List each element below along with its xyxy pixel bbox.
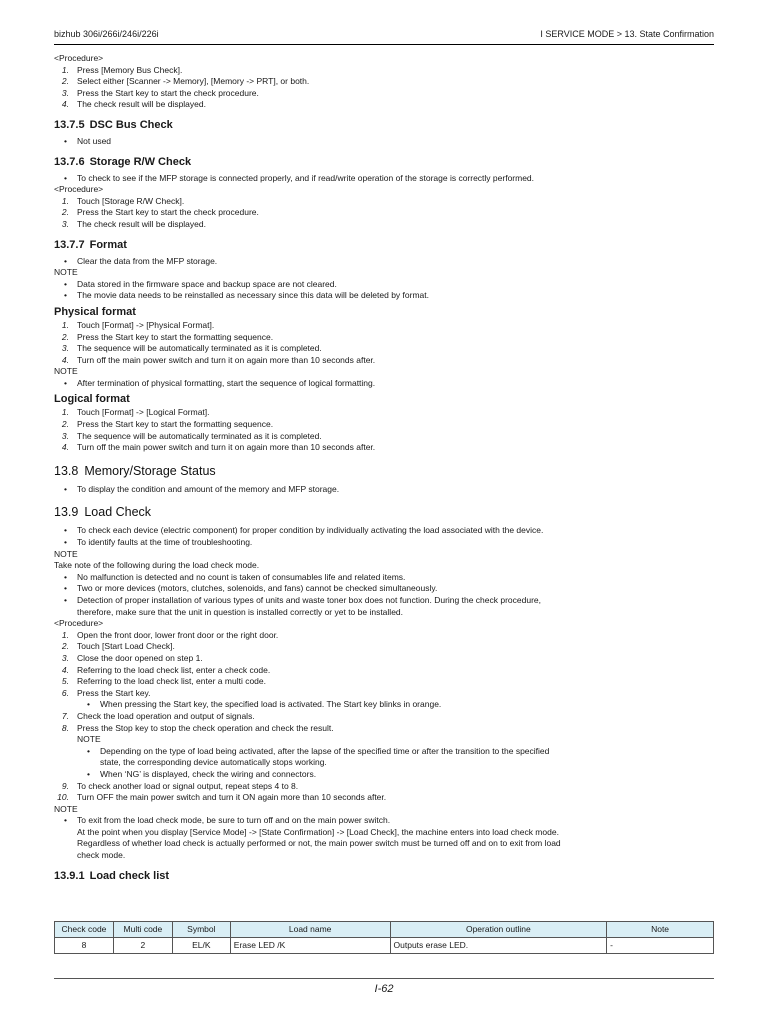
chapter-title: Memory/Storage Status [84, 463, 216, 478]
step-text: Open the front door, lower front door or the right door. [77, 629, 279, 640]
bullet-text: To exit from the load check mode, be sure to turn off and on the main power switch. [77, 815, 391, 826]
numbered-step [54, 219, 714, 231]
numbered-step [54, 641, 714, 653]
step-text: Turn off the main power switch and turn it on again more than 10 seconds after. [77, 442, 376, 453]
bullet-text: The movie data needs to be reinstalled as necessary since this data will be deleted by format. [77, 290, 429, 301]
bullet-icon: • [64, 278, 67, 289]
chapter-number: 13.8 [54, 463, 79, 478]
bullet-item [54, 173, 714, 185]
continuation-line [54, 827, 714, 839]
step-number: 8. [61, 722, 69, 733]
step-number: 9. [61, 780, 69, 791]
step-number: 1. [61, 629, 69, 640]
bullet-text: No malfunction is detected and no count is taken of consumables life and related items. [77, 571, 406, 582]
step-text: The check result will be displayed. [77, 218, 206, 229]
bullet-text: Two or more devices (motors, clutches, solenoids, and fans) cannot be checked simultaneously. [77, 583, 438, 594]
sub-continuation-line [54, 757, 714, 769]
bullet-item [54, 595, 714, 607]
bullet-icon: • [64, 172, 67, 183]
bullet-item [54, 256, 714, 268]
sub-bullet-text: When ‘NG’ is displayed, check the wiring and connectors. [100, 768, 317, 779]
numbered-step [54, 355, 714, 367]
paragraph [54, 366, 714, 378]
bullet-text: Clear the data from the MFP storage. [77, 255, 218, 266]
section-heading [54, 156, 714, 169]
section-number: 13.7.7 [54, 238, 85, 251]
step-text: Press the Stop key to stop the check operation and check the result. [77, 722, 334, 733]
section-number: 13.7.6 [54, 155, 85, 168]
numbered-step [54, 76, 714, 88]
sub-bullet-item [54, 746, 714, 758]
step-number: 4. [61, 442, 69, 453]
step-number: 3. [61, 652, 69, 663]
section-title: Format [89, 238, 127, 251]
bullet-item [54, 378, 714, 390]
paragraph-text: <Procedure> [54, 184, 104, 195]
step-number: 1. [61, 407, 69, 418]
numbered-step [54, 442, 714, 454]
table-row [55, 938, 714, 954]
cell-operation-outline: Outputs erase LED. [390, 938, 607, 954]
continuation-line [54, 734, 714, 746]
continuation-text: therefore, make sure that the unit in question is installed correctly or yet to be installed. [77, 606, 404, 617]
numbered-step [54, 419, 714, 431]
step-number: 3. [61, 87, 69, 98]
col-header-note: Note [607, 922, 714, 938]
chapter-heading [54, 505, 714, 520]
continuation-text: Regardless of whether load check is actually performed or not, the main power switch must be turned off and on to exit from load [77, 838, 561, 849]
header-rule [54, 44, 714, 45]
continuation-line [54, 607, 714, 619]
paragraph [54, 618, 714, 630]
bullet-item [54, 583, 714, 595]
section-number: 13.7.5 [54, 118, 85, 131]
numbered-step [54, 676, 714, 688]
bullet-icon: • [87, 699, 90, 710]
paragraph-text: NOTE [54, 366, 78, 377]
section-title: Load check list [89, 869, 170, 882]
bullet-icon: • [64, 377, 67, 388]
cell-load-name: Erase LED /K [230, 938, 390, 954]
section-title: Storage R/W Check [89, 155, 192, 168]
bullet-icon: • [64, 290, 67, 301]
paragraph [54, 549, 714, 561]
step-number: 3. [61, 218, 69, 229]
step-text: Referring to the load check list, enter a check code. [77, 664, 271, 675]
step-number: 3. [61, 343, 69, 354]
bullet-item [54, 815, 714, 827]
step-text: Press the Start key to start the formatting sequence. [77, 419, 274, 430]
step-text: Press the Start key. [77, 687, 151, 698]
paragraph-text: NOTE [54, 803, 78, 814]
step-number: 2. [61, 419, 69, 430]
step-number: 5. [61, 676, 69, 687]
page-number: I-62 [374, 983, 394, 995]
page-header [54, 29, 714, 41]
bullet-text: After termination of physical formatting, start the sequence of logical formatting. [77, 377, 376, 388]
step-number: 2. [61, 331, 69, 342]
numbered-step [54, 88, 714, 100]
chapter-number: 13.9 [54, 505, 79, 520]
bullet-icon: • [64, 571, 67, 582]
model-name: bizhub 306i/266i/246i/226i [54, 29, 159, 39]
step-text: To check another load or signal output, repeat steps 4 to 8. [77, 780, 299, 791]
paragraph-text: NOTE [54, 548, 78, 559]
numbered-step [54, 343, 714, 355]
col-header-multi-code: Multi code [113, 922, 172, 938]
step-number: 4. [61, 99, 69, 110]
sub-bullet-item [54, 769, 714, 781]
bullet-icon: • [64, 525, 67, 536]
bullet-icon: • [64, 583, 67, 594]
bullet-item [54, 525, 714, 537]
bullet-item [54, 484, 714, 496]
sub-bullet-item [54, 699, 714, 711]
step-text: Close the door opened on step 1. [77, 652, 203, 663]
bullet-icon: • [64, 537, 67, 548]
subsection-heading [54, 306, 714, 319]
cell-note: - [607, 938, 714, 954]
step-text: Press the Start key to start the formatting sequence. [77, 331, 274, 342]
bullet-icon: • [64, 815, 67, 826]
continuation-text: check mode. [77, 850, 126, 861]
paragraph-text: <Procedure> [54, 618, 104, 629]
step-text: Press [Memory Bus Check]. [77, 64, 183, 75]
section-heading [54, 119, 714, 132]
continuation-text: NOTE [77, 734, 101, 745]
bullet-icon: • [87, 768, 90, 779]
step-number: 2. [61, 641, 69, 652]
sub-bullet-text: Depending on the type of load being activated, after the lapse of the specified time or after the transition to the specified [100, 745, 550, 756]
cell-multi-code: 2 [113, 938, 172, 954]
paragraph-text: Take note of the following during the load check mode. [54, 560, 260, 571]
step-number: 3. [61, 430, 69, 441]
subsection-title: Logical format [54, 393, 130, 406]
numbered-step [54, 196, 714, 208]
numbered-step [54, 320, 714, 332]
numbered-step [54, 711, 714, 723]
step-text: Turn OFF the main power switch and turn it ON again more than 10 seconds after. [77, 792, 387, 803]
numbered-step [54, 332, 714, 344]
step-number: 4. [61, 354, 69, 365]
paragraph [54, 804, 714, 816]
step-text: Touch [Start Load Check]. [77, 641, 175, 652]
step-number: 7. [61, 710, 69, 721]
bullet-item [54, 290, 714, 302]
step-text: Touch [Storage R/W Check]. [77, 195, 185, 206]
paragraph [54, 184, 714, 196]
continuation-line [54, 850, 714, 862]
step-number: 1. [61, 319, 69, 330]
col-header-check-code: Check code [55, 922, 114, 938]
numbered-step [54, 723, 714, 735]
step-number: 2. [61, 207, 69, 218]
bullet-text: To identify faults at the time of troubleshooting. [77, 537, 253, 548]
step-text: The sequence will be automatically terminated as it is completed. [77, 430, 322, 441]
sub-continuation-text: state, the corresponding device automatically stops working. [100, 757, 327, 768]
bullet-icon: • [87, 745, 90, 756]
bullet-text: To check each device (electric component) for proper condition by individually activating the load associated with the device. [77, 525, 544, 536]
sub-bullet-text: When pressing the Start key, the specified load is activated. The Start key blinks in orange. [100, 699, 442, 710]
paragraph-text: <Procedure> [54, 53, 104, 63]
step-text: Referring to the load check list, enter a multi code. [77, 676, 266, 687]
footer-rule [54, 978, 714, 979]
bullet-text: To check to see if the MFP storage is connected properly, and if read/write operation of the storage is correctly performed. [77, 172, 535, 183]
numbered-step [54, 781, 714, 793]
section-number: 13.9.1 [54, 869, 85, 882]
cell-symbol: EL/K [172, 938, 230, 954]
bullet-text: To display the condition and amount of the memory and MFP storage. [77, 483, 340, 494]
step-number: 10. [57, 792, 69, 803]
table-header-row [55, 922, 714, 938]
numbered-step [54, 665, 714, 677]
numbered-step [54, 792, 714, 804]
subsection-heading [54, 393, 714, 406]
bullet-item [54, 279, 714, 291]
continuation-text: At the point when you display [Service Mode] -> [State Confirmation] -> [Load Check], the machine enters into load check mode. [77, 826, 559, 837]
step-text: Select either [Scanner -> Memory], [Memory -> PRT], or both. [77, 76, 310, 87]
col-header-load-name: Load name [230, 922, 390, 938]
col-header-operation-outline: Operation outline [390, 922, 607, 938]
numbered-step [54, 207, 714, 219]
step-text: Press the Start key to start the check procedure. [77, 207, 259, 218]
numbered-step [54, 653, 714, 665]
paragraph [54, 560, 714, 572]
step-text: Press the Start key to start the check procedure. [77, 87, 259, 98]
step-text: Turn off the main power switch and turn it on again more than 10 seconds after. [77, 354, 376, 365]
continuation-line [54, 838, 714, 850]
bullet-icon: • [64, 135, 67, 146]
bullet-text: Data stored in the firmware space and backup space are not cleared. [77, 278, 337, 289]
col-header-symbol: Symbol [172, 922, 230, 938]
step-number: 1. [61, 195, 69, 206]
step-number: 2. [61, 76, 69, 87]
breadcrumb: I SERVICE MODE > 13. State Confirmation [540, 29, 714, 39]
section-title: DSC Bus Check [89, 118, 173, 131]
chapter-title: Load Check [84, 505, 152, 520]
bullet-item [54, 572, 714, 584]
numbered-step [54, 65, 714, 77]
section-heading [54, 870, 714, 883]
paragraph-text: NOTE [54, 267, 78, 278]
bullet-icon: • [64, 255, 67, 266]
numbered-step [54, 688, 714, 700]
step-text: The check result will be displayed. [77, 99, 206, 110]
bullet-icon: • [64, 595, 67, 605]
paragraph [54, 267, 714, 279]
subsection-title: Physical format [54, 305, 136, 318]
step-number: 1. [61, 64, 69, 75]
numbered-step [54, 99, 714, 111]
step-text: The sequence will be automatically terminated as it is completed. [77, 343, 322, 354]
step-text: Touch [Format] -> [Physical Format]. [77, 319, 215, 330]
cell-check-code: 8 [55, 938, 114, 954]
numbered-step [54, 431, 714, 443]
step-text: Check the load operation and output of signals. [77, 710, 255, 721]
step-number: 4. [61, 664, 69, 675]
bullet-text: Detection of proper installation of various types of units and waste toner box does not function. During the check procedure, [77, 595, 541, 605]
chapter-heading [54, 464, 714, 479]
paragraph [54, 53, 714, 65]
numbered-step [54, 407, 714, 419]
bullet-icon: • [64, 483, 67, 494]
step-number: 6. [61, 687, 69, 698]
section-heading [54, 239, 714, 252]
bullet-item [54, 136, 714, 148]
bullet-text: Not used [77, 135, 112, 146]
page-body [54, 53, 714, 887]
numbered-step [54, 630, 714, 642]
bullet-item [54, 537, 714, 549]
step-text: Touch [Format] -> [Logical Format]. [77, 407, 210, 418]
load-check-table [54, 921, 714, 954]
